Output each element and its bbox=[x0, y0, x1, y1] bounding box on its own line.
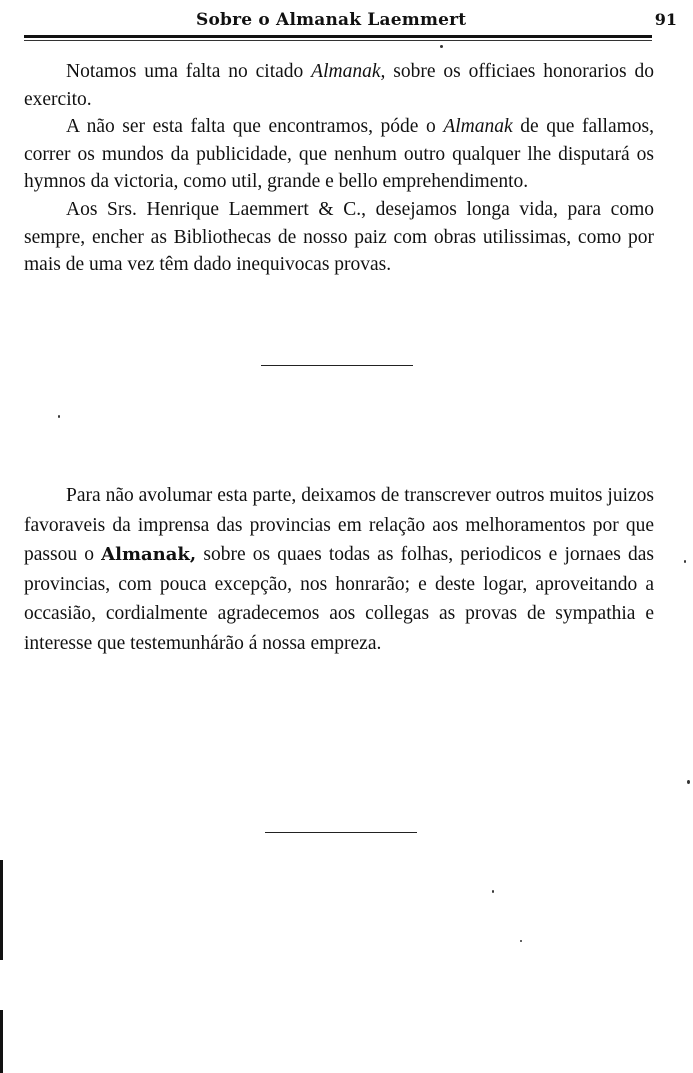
page-number: 91 bbox=[654, 10, 677, 29]
text-run: Notamos uma falta no citado bbox=[66, 61, 312, 82]
scan-edge-mark bbox=[0, 860, 3, 960]
section-2-text bbox=[24, 481, 654, 659]
section-divider bbox=[261, 365, 413, 366]
scan-speck bbox=[440, 45, 443, 48]
scan-speck bbox=[687, 780, 690, 784]
closing-divider bbox=[265, 832, 417, 833]
running-head bbox=[0, 8, 693, 34]
paragraph-publicidade bbox=[24, 113, 654, 196]
bold-almanak: Almanak, bbox=[101, 544, 197, 566]
text-run: Para não avolumar esta parte, deixamos de transcrever outros muitos juizos favoraveis da imprensa das provincias em relação aos melhoramentos por que passou o bbox=[24, 485, 654, 566]
italic-almanak: Almanak, bbox=[311, 61, 386, 82]
paragraph-officiaes bbox=[24, 58, 654, 113]
section-1-text bbox=[24, 58, 654, 279]
text-run: A não ser esta falta que encontramos, póde o bbox=[66, 116, 444, 138]
running-head-title: Sobre o Almanak Laemmert bbox=[196, 10, 467, 30]
header-rule bbox=[24, 35, 652, 38]
scan-speck bbox=[520, 940, 522, 942]
italic-almanak: Almanak bbox=[443, 116, 513, 138]
scan-speck bbox=[58, 415, 60, 418]
text-run: de que fallamos, correr os mundos da publicidade, que nenhum outro qualquer lhe disputará os hymnos da victoria, como util, grande e bello emprehendimento. bbox=[24, 116, 654, 193]
scan-speck bbox=[492, 890, 494, 893]
text-run: sobre os officiaes honorarios do exercito. bbox=[24, 61, 654, 110]
text-run: sobre os quaes todas as folhas, periodicos e jornaes das provincias, com pouca excepção, nos honrarão; e deste logar, aproveitando a occasião, cordialmente agradecemos aos collegas as provas de sympathia e interesse que testemunhárão á nossa empreza. bbox=[24, 544, 654, 654]
paragraph-provincias bbox=[24, 481, 654, 659]
header-rule-thin bbox=[24, 40, 652, 41]
scan-edge-mark bbox=[0, 1010, 3, 1073]
paragraph-laemmert: Aos Srs. Henrique Laemmert & C., desejamos longa vida, para como sempre, encher as Bibliothecas de nosso paiz com obras utilissimas, como por mais de uma vez têm dado inequivocas provas. bbox=[24, 198, 654, 276]
scan-speck bbox=[684, 560, 686, 563]
